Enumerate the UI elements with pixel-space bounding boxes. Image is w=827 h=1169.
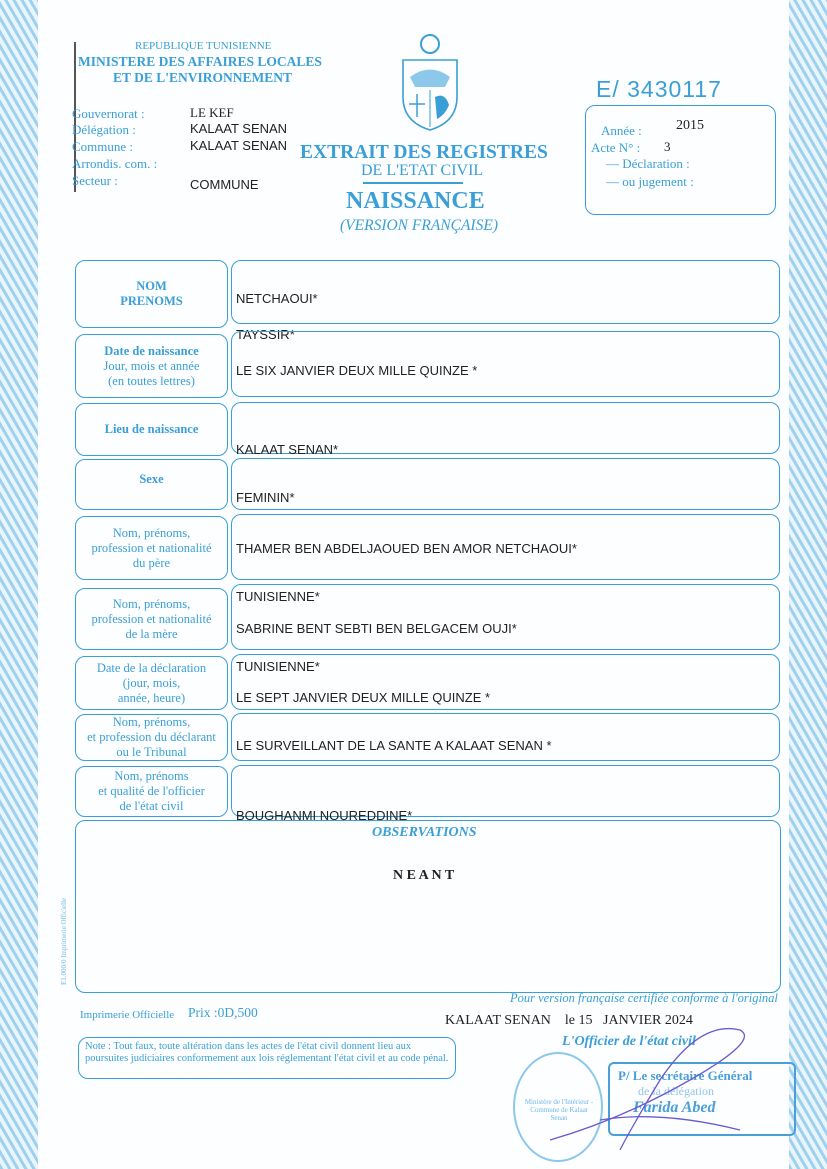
row-label-mere: Nom, prénoms, profession et nationalité de la mère bbox=[75, 588, 228, 650]
declarant-value: LE SURVEILLANT DE LA SANTE A KALAAT SENAN * bbox=[236, 738, 552, 753]
printer-label: Imprimerie Officielle bbox=[80, 1009, 175, 1021]
stamp-line: P/ Le secrétaire Général bbox=[618, 1068, 753, 1083]
field-label: Arrondis. com. : bbox=[72, 156, 158, 171]
tunisia-coat-of-arms-icon bbox=[395, 32, 465, 132]
observations-title: OBSERVATIONS bbox=[372, 825, 477, 840]
document-title: EXTRAIT DES REGISTRES bbox=[300, 142, 548, 163]
row-label-sexe: Sexe bbox=[75, 459, 228, 510]
field-label: Gouvernorat : bbox=[72, 106, 145, 121]
certified-text: Pour version française certifiée conforme à l'original bbox=[510, 991, 778, 1005]
nom-value: NETCHAOUI* bbox=[236, 291, 318, 306]
legal-note: Note : Tout faux, toute altération dans les actes de l'état civil donnent lieu aux poursuites judiciaires conformement aux lois réglementant l'état civil et au code pénal. bbox=[78, 1037, 456, 1079]
officier-value: BOUGHANMI NOUREDDINE* bbox=[236, 808, 413, 823]
pere-value: THAMER BEN ABDELJAOUED BEN AMOR NETCHAOUI* bbox=[236, 541, 577, 556]
jugement-label: — ou jugement : bbox=[606, 174, 694, 189]
observations-box bbox=[75, 820, 781, 993]
date-naissance-value: LE SIX JANVIER DEUX MILLE QUINZE * bbox=[236, 363, 478, 378]
field-value: KALAAT SENAN bbox=[190, 138, 288, 153]
row-label-declarant: Nom, prénoms, et profession du déclarant ou le Tribunal bbox=[75, 714, 228, 761]
row-label-pere: Nom, prénoms, profession et nationalité du père bbox=[75, 516, 228, 580]
row-label-officier: Nom, prénoms et qualité de l'officier de l'état civil bbox=[75, 766, 228, 817]
version-label: (VERSION FRANÇAISE) bbox=[340, 217, 498, 234]
document-subtitle: DE L'ETAT CIVIL bbox=[361, 162, 484, 179]
field-label: Secteur : bbox=[72, 173, 118, 188]
side-print-code: E1.000/0 Imprimerie Officielle bbox=[60, 897, 68, 985]
row-label-nom: NOM PRENOMS bbox=[75, 260, 228, 328]
field-label: Délégation : bbox=[72, 122, 136, 137]
declaration-label: — Déclaration : bbox=[606, 156, 690, 171]
field-value: COMMUNE bbox=[190, 177, 259, 192]
annee-label: Année : bbox=[601, 123, 642, 138]
stamp-line: Farida Abed bbox=[633, 1099, 716, 1116]
seal-text: Ministère de l'Intérieur - Commune de Kalaat Senan bbox=[524, 1098, 594, 1122]
lieu-value: KALAAT SENAN* bbox=[236, 442, 339, 457]
row-value-box bbox=[231, 713, 780, 761]
annee-value: 2015 bbox=[676, 118, 704, 133]
row-label-date-naissance: Date de naissance Jour, mois et année (en toutes lettres) bbox=[75, 334, 228, 398]
acte-label: Acte N° : bbox=[591, 140, 641, 155]
ministry-line-2: ET DE L'ENVIRONNEMENT bbox=[113, 70, 293, 85]
sexe-value: FEMININ* bbox=[236, 490, 295, 505]
handwritten-signature bbox=[540, 1020, 780, 1160]
stamp-line: de la délégation bbox=[638, 1084, 714, 1098]
serial-number: E/ 3430117 bbox=[596, 76, 722, 102]
pere-nationality-value: TUNISIENNE* bbox=[236, 589, 320, 604]
officer-title: L'Officier de l'état civil bbox=[562, 1034, 696, 1049]
field-value: LE KEF bbox=[190, 105, 234, 120]
divider bbox=[363, 182, 463, 184]
republic-label: REPUBLIQUE TUNISIENNE bbox=[135, 40, 272, 52]
act-info-box bbox=[585, 105, 776, 215]
field-label: Commune : bbox=[72, 139, 134, 154]
price-label: Prix :0D,500 bbox=[188, 1005, 258, 1020]
acte-value: 3 bbox=[664, 139, 671, 154]
row-value-box bbox=[231, 458, 780, 510]
right-decorative-border bbox=[789, 0, 827, 1169]
row-label-lieu: Lieu de naissance bbox=[75, 403, 228, 456]
act-type-title: NAISSANCE bbox=[346, 188, 485, 214]
observations-value: N E A N T bbox=[393, 868, 455, 883]
ministry-line-1: MINISTERE DES AFFAIRES LOCALES bbox=[78, 54, 322, 69]
row-label-declaration: Date de la déclaration (jour, mois, année, heure) bbox=[75, 656, 228, 710]
field-value: KALAAT SENAN bbox=[190, 121, 288, 136]
declaration-date-value: LE SEPT JANVIER DEUX MILLE QUINZE * bbox=[236, 690, 491, 705]
mere-value: SABRINE BENT SEBTI BEN BELGACEM OUJI* bbox=[236, 621, 517, 636]
prenom-value: TAYSSIR* bbox=[236, 327, 295, 342]
place-date: KALAAT SENAN le 15 JANVIER 2024 bbox=[445, 1013, 693, 1028]
left-decorative-border bbox=[0, 0, 38, 1169]
mere-nationality-value: TUNISIENNE* bbox=[236, 659, 320, 674]
